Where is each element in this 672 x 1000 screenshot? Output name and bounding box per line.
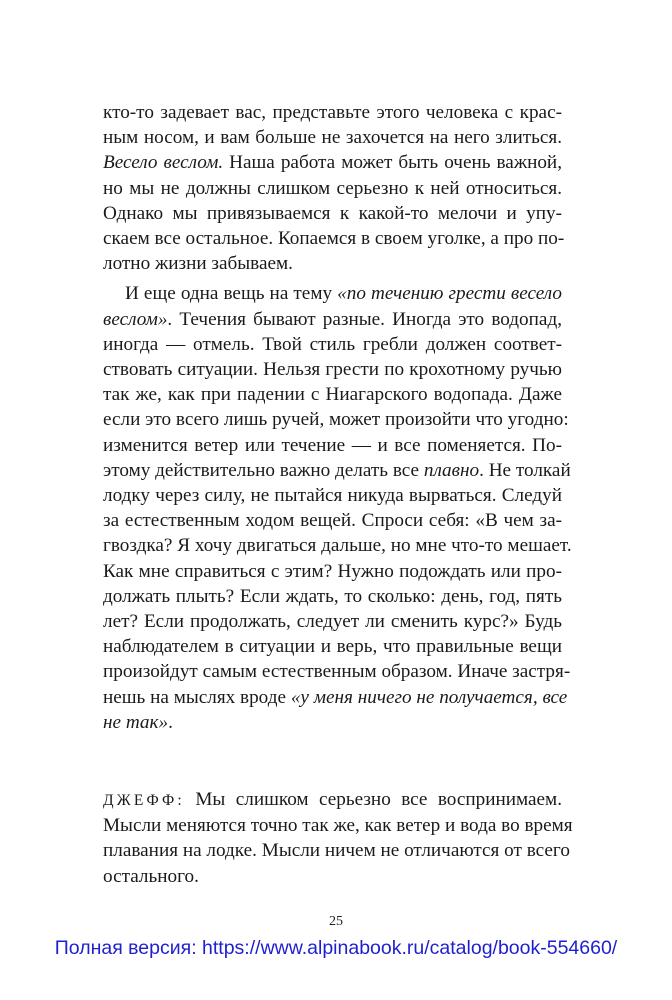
text-line	[103, 433, 562, 458]
italic-text: плавно	[423, 459, 480, 481]
text-line	[103, 508, 562, 533]
text-line	[103, 710, 562, 735]
text-segment: гвоздка? Я хочу двигаться дальше, но мне что-то мешает.	[103, 535, 572, 557]
text-segment: лодку через силу, не пытайся никуда вырваться. Следуй	[103, 485, 562, 507]
text-line	[103, 483, 562, 508]
text-segment: но мы не должны слишком серьезно к ней относиться.	[103, 177, 562, 199]
text-line	[103, 281, 562, 306]
italic-text: веслом»	[103, 308, 168, 330]
text-line	[103, 125, 562, 150]
text-line	[103, 251, 562, 276]
text-segment: скаем все остальное. Копаемся в своем уголке, а про по-	[103, 228, 565, 250]
text-segment: .	[168, 711, 173, 733]
full-version-link[interactable]: Полная версия: https://www.alpinabook.ru/catalog/book-554660/	[54, 937, 618, 959]
text-segment: . Не толкай	[479, 459, 571, 481]
text-line	[103, 609, 562, 634]
paragraph-1	[103, 100, 565, 276]
italic-text: Весело веслом.	[103, 152, 224, 174]
text-segment: Однако мы привязываемся к какой-то мелочи и упу-	[103, 202, 562, 224]
text-line	[103, 584, 562, 609]
text-line	[103, 100, 562, 125]
text-line	[103, 307, 562, 332]
text-line	[103, 407, 569, 432]
text-segment: ным носом, и вам больше не захочется на него злиться.	[103, 127, 562, 149]
text-segment: так же, как при падении с Ниагарского водопада. Даже	[103, 384, 562, 406]
text-segment: Как мне справиться с этим? Нужно подождать или про-	[103, 560, 562, 582]
text-segment: И еще одна вещь на тему	[125, 283, 338, 305]
text-segment: нешь на мыслях вроде	[103, 686, 291, 708]
page-number: 25	[329, 914, 343, 929]
text-line	[103, 150, 562, 175]
text-line	[103, 659, 571, 684]
text-segment: . Течения бывают разные. Иногда это водопад,	[167, 308, 562, 330]
paragraph-2	[103, 281, 572, 735]
text-line	[103, 201, 562, 226]
text-segment: должать плыть? Если ждать, то сколько: день, год, пять	[103, 585, 562, 607]
text-segment: кто-то задевает вас, представьте этого человека с крас-	[103, 102, 562, 123]
text-segment: лет? Если продолжать, следует ли сменить курс?» Будь	[103, 611, 562, 633]
text-line	[103, 533, 572, 558]
italic-text: не так»	[103, 711, 169, 733]
text-segment: произойдут самым естественным образом. Иначе застря-	[103, 661, 571, 683]
italic-text: «у меня ничего не получается, все	[290, 686, 568, 708]
text-segment: ствовать ситуации. Нельзя грести по крохотному ручью	[103, 359, 562, 381]
dialogue-line-3: плавания на лодке. Мысли ничем не отличаются от всего	[103, 840, 570, 862]
dialogue-line-2: Мысли меняются точно так же, как ветер и вода во время	[103, 815, 573, 837]
text-segment: лотно жизни забываем.	[103, 253, 293, 275]
dialogue-paragraph	[103, 787, 573, 889]
section-gap	[103, 735, 562, 787]
text-segment: Наша работа может быть очень важной,	[223, 152, 563, 174]
book-page	[103, 100, 573, 889]
text-segment: иногда — отмель. Твой стиль гребли должен соответ-	[103, 333, 562, 355]
text-line	[103, 332, 562, 357]
speaker-name: ДЖЕФФ:	[103, 792, 185, 810]
text-line	[103, 458, 571, 483]
text-segment: изменится ветер или течение — и все поменяется. По-	[103, 434, 562, 456]
text-line	[103, 226, 565, 251]
text-line	[103, 685, 568, 710]
text-segment: если это всего лишь ручей, может произойти что угодно:	[103, 409, 569, 431]
text-line	[103, 357, 562, 382]
dialogue-line-4: остального.	[103, 865, 199, 887]
dialogue-line-1	[103, 787, 562, 813]
text-segment: этому действительно важно делать все	[103, 459, 424, 481]
text-line	[103, 382, 562, 407]
text-line	[103, 559, 562, 584]
italic-text: «по течению грести весело	[337, 283, 562, 305]
text-segment: наблюдателем в ситуации и верь, что правильные вещи	[103, 636, 562, 658]
text-segment: за естественным ходом вещей. Спроси себя: «В чем за-	[103, 510, 562, 532]
text-line	[103, 176, 562, 201]
text-line	[103, 634, 562, 659]
dialogue-text: Мы слишком серьезно все воспринимаем.	[195, 789, 562, 811]
